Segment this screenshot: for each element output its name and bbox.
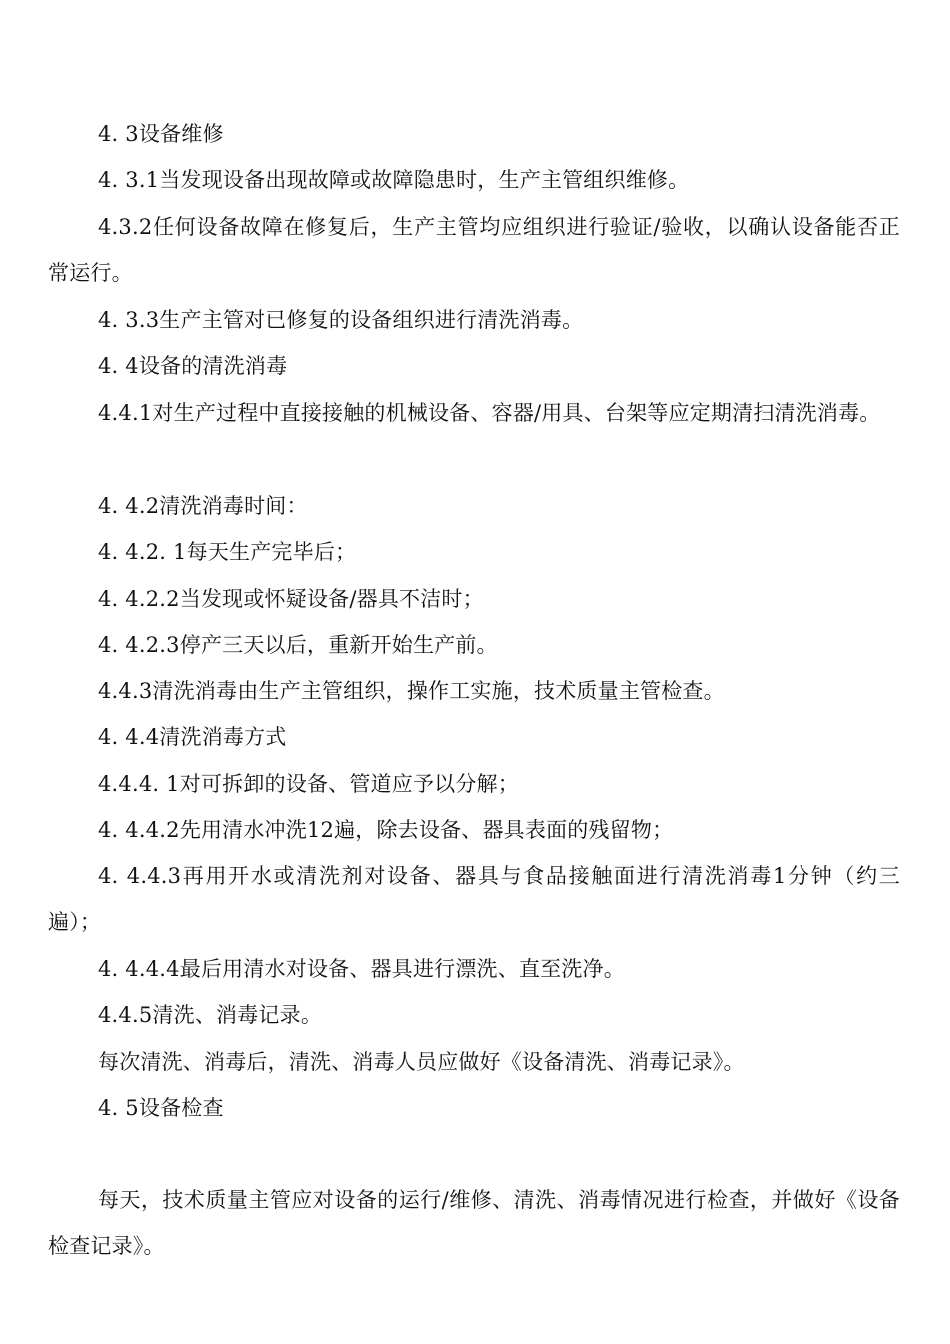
paragraph-4-4-2: 4. 4.2清洗消毒时间： (98, 494, 308, 518)
paragraph-cleaning-record: 每次清洗、消毒后，清洗、消毒人员应做好《设备清洗、消毒记录》。 (98, 1050, 745, 1074)
paragraph-4-4-2-3: 4. 4.2.3停产三天以后，重新开始生产前。 (98, 633, 498, 657)
paragraph-4-4-4-2: 4. 4.4.2先用清水冲洗12遍，除去设备、器具表面的残留物； (98, 818, 674, 842)
heading-4-4: 4. 4设备的清洗消毒 (98, 354, 288, 378)
paragraph-4-3-2: 4.3.2任何设备故障在修复后，生产主管均应组织进行验证/验收，以确认设备能否正常运行。 (48, 215, 900, 285)
paragraph-4-3-1: 4. 3.1当发现设备出现故障或故障隐患时，生产主管组织维修。 (98, 168, 690, 192)
heading-4-5: 4. 5设备检查 (98, 1096, 224, 1120)
paragraph-4-4-2-2: 4. 4.2.2当发现或怀疑设备/器具不洁时； (98, 587, 484, 611)
paragraph-4-4-2-1: 4. 4.2. 1每天生产完毕后； (98, 540, 357, 564)
paragraph-4-4-3: 4.4.3清洗消毒由生产主管组织，操作工实施，技术质量主管检查。 (98, 679, 725, 703)
heading-4-3: 4. 3设备维修 (98, 122, 224, 146)
paragraph-daily-check: 每天，技术质量主管应对设备的运行/维修、清洗、消毒情况进行检查，并做好《设备检查记录》。 (48, 1188, 900, 1258)
paragraph-4-3-3: 4. 3.3生产主管对已修复的设备组织进行清洗消毒。 (98, 308, 584, 332)
paragraph-4-4-4-1: 4.4.4. 1对可拆卸的设备、管道应予以分解； (98, 772, 519, 796)
paragraph-4-4-4-3: 4. 4.4.3再用开水或清洗剂对设备、器具与食品接触面进行清洗消毒1分钟（约三遍）； (48, 864, 900, 934)
paragraph-4-4-5: 4.4.5清洗、消毒记录。 (98, 1003, 323, 1027)
paragraph-4-4-4-4: 4. 4.4.4最后用清水对设备、器具进行漂洗、直至洗净。 (98, 957, 625, 981)
paragraph-4-4-1: 4.4.1对生产过程中直接接触的机械设备、容器/用具、台架等应定期清扫清洗消毒。 (98, 401, 881, 425)
heading-4-4-4: 4. 4.4清洗消毒方式 (98, 725, 287, 749)
